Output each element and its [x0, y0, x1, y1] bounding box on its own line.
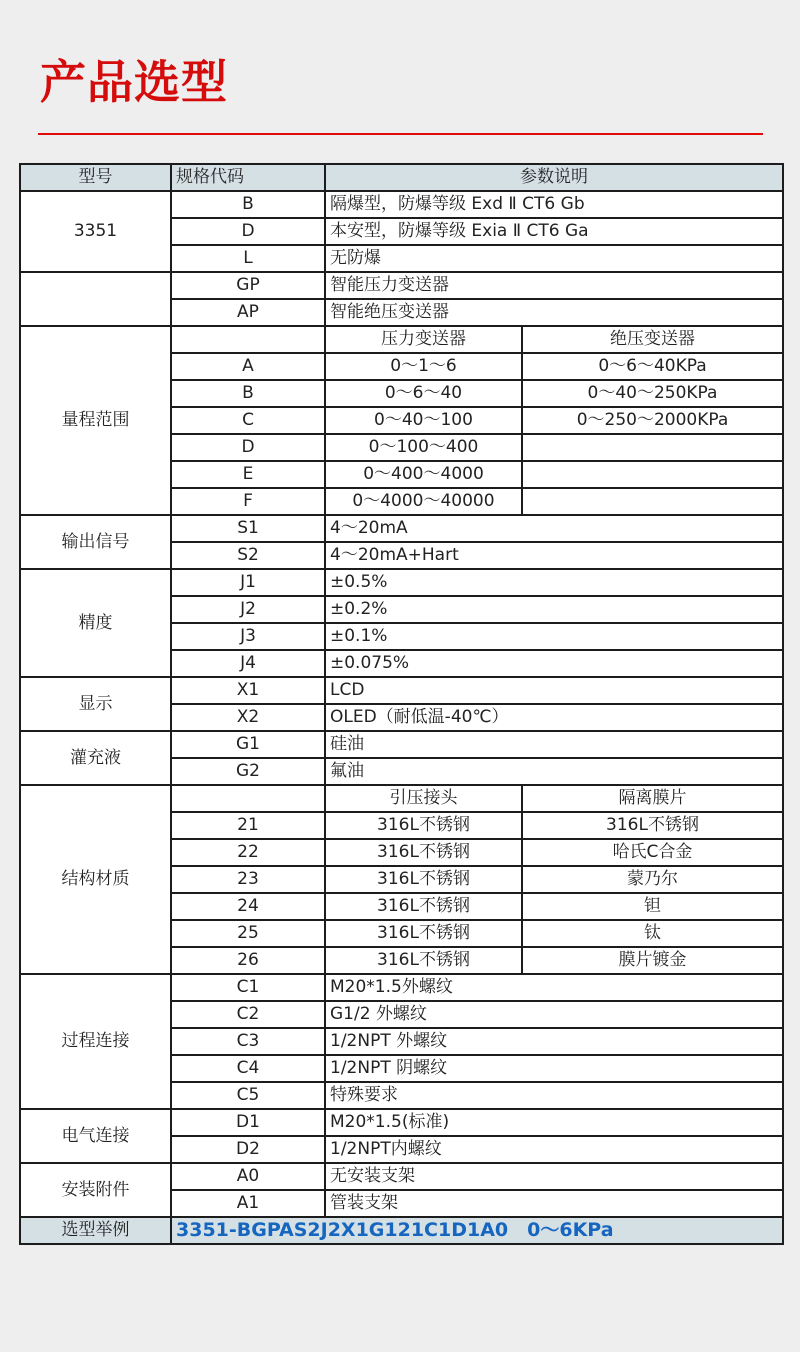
table-row: [20, 974, 783, 1001]
header-desc: 参数说明: [325, 164, 783, 191]
example-label: 选型举例: [20, 1217, 171, 1244]
code-cell: G2: [171, 758, 325, 785]
code-cell: X2: [171, 704, 325, 731]
desc-cell: OLED（耐低温-40℃）: [325, 704, 783, 731]
group-label: [20, 272, 171, 326]
code-cell: A1: [171, 1190, 325, 1217]
subheader-cell: 绝压变送器: [522, 326, 783, 353]
desc-cell: 智能绝压变送器: [325, 299, 783, 326]
group-label: 电气连接: [20, 1109, 171, 1163]
value-cell: 316L不锈钢: [325, 839, 522, 866]
code-cell: 24: [171, 893, 325, 920]
desc-cell: G1/2 外螺纹: [325, 1001, 783, 1028]
code-cell: C2: [171, 1001, 325, 1028]
value-cell: 0～1～6: [325, 353, 522, 380]
value-cell: 膜片镀金: [522, 947, 783, 974]
code-cell: A: [171, 353, 325, 380]
desc-cell: 1/2NPT内螺纹: [325, 1136, 783, 1163]
desc-cell: 管装支架: [325, 1190, 783, 1217]
value-cell: 0～40～250KPa: [522, 380, 783, 407]
value-cell: 0～4000～40000: [325, 488, 522, 515]
header-model: 型号: [20, 164, 171, 191]
group-label: 显示: [20, 677, 171, 731]
code-cell: C3: [171, 1028, 325, 1055]
code-cell: B: [171, 191, 325, 218]
table-row: [20, 785, 783, 812]
value-cell: 316L不锈钢: [325, 947, 522, 974]
desc-cell: ±0.075%: [325, 650, 783, 677]
code-cell: J2: [171, 596, 325, 623]
table-row: [20, 1163, 783, 1190]
code-cell: 21: [171, 812, 325, 839]
code-cell: D1: [171, 1109, 325, 1136]
code-cell: C1: [171, 974, 325, 1001]
desc-cell: 隔爆型，防爆等级 Exd Ⅱ CT6 Gb: [325, 191, 783, 218]
table-row: [20, 1109, 783, 1136]
group-label: 灌充液: [20, 731, 171, 785]
value-cell: 0～400～4000: [325, 461, 522, 488]
value-cell: 316L不锈钢: [325, 812, 522, 839]
code-cell: S2: [171, 542, 325, 569]
desc-cell: ±0.5%: [325, 569, 783, 596]
value-cell: 0～40～100: [325, 407, 522, 434]
value-cell: 哈氏C合金: [522, 839, 783, 866]
code-cell: 23: [171, 866, 325, 893]
group-label: 过程连接: [20, 974, 171, 1109]
value-cell: 钛: [522, 920, 783, 947]
desc-cell: ±0.2%: [325, 596, 783, 623]
code-cell: A0: [171, 1163, 325, 1190]
desc-cell: 无防爆: [325, 245, 783, 272]
example-row: [20, 1217, 783, 1244]
table-row: [20, 731, 783, 758]
subheader-cell: 引压接头: [325, 785, 522, 812]
desc-cell: 无安装支架: [325, 1163, 783, 1190]
table-row: [20, 191, 783, 218]
code-cell: 22: [171, 839, 325, 866]
table-row: [20, 677, 783, 704]
code-cell: [171, 326, 325, 353]
code-cell: C5: [171, 1082, 325, 1109]
code-cell: 25: [171, 920, 325, 947]
code-cell: C4: [171, 1055, 325, 1082]
code-cell: D: [171, 218, 325, 245]
code-cell: E: [171, 461, 325, 488]
table-row: [20, 272, 783, 299]
group-label: 安装附件: [20, 1163, 171, 1217]
value-cell: 316L不锈钢: [325, 866, 522, 893]
code-cell: S1: [171, 515, 325, 542]
code-cell: 26: [171, 947, 325, 974]
value-cell: 316L不锈钢: [522, 812, 783, 839]
group-label: 输出信号: [20, 515, 171, 569]
code-cell: C: [171, 407, 325, 434]
desc-cell: 氟油: [325, 758, 783, 785]
page-title: 产品选型: [40, 55, 228, 109]
table-row: [20, 326, 783, 353]
value-cell: 0～100～400: [325, 434, 522, 461]
value-cell: 蒙乃尔: [522, 866, 783, 893]
code-cell: D: [171, 434, 325, 461]
desc-cell: 特殊要求: [325, 1082, 783, 1109]
value-cell: 0～250～2000KPa: [522, 407, 783, 434]
header-code: 规格代码: [171, 164, 325, 191]
subheader-cell: 压力变送器: [325, 326, 522, 353]
value-cell: [522, 488, 783, 515]
desc-cell: ±0.1%: [325, 623, 783, 650]
group-label: 精度: [20, 569, 171, 677]
code-cell: GP: [171, 272, 325, 299]
group-label: 结构材质: [20, 785, 171, 974]
value-cell: 316L不锈钢: [325, 893, 522, 920]
selection-table: [19, 163, 784, 1245]
group-label: 量程范围: [20, 326, 171, 515]
table-header: [20, 164, 783, 191]
value-cell: 0～6～40: [325, 380, 522, 407]
code-cell: X1: [171, 677, 325, 704]
code-cell: G1: [171, 731, 325, 758]
code-cell: [171, 785, 325, 812]
desc-cell: 本安型，防爆等级 Exia Ⅱ CT6 Ga: [325, 218, 783, 245]
value-cell: [522, 461, 783, 488]
example-value: 3351-BGPAS2J2X1G121C1D1A0 0～6KPa: [171, 1217, 783, 1244]
code-cell: J1: [171, 569, 325, 596]
subheader-cell: 隔离膜片: [522, 785, 783, 812]
desc-cell: M20*1.5(标准): [325, 1109, 783, 1136]
desc-cell: 4～20mA+Hart: [325, 542, 783, 569]
desc-cell: 硅油: [325, 731, 783, 758]
group-label: 3351: [20, 191, 171, 272]
code-cell: B: [171, 380, 325, 407]
desc-cell: 4～20mA: [325, 515, 783, 542]
code-cell: L: [171, 245, 325, 272]
desc-cell: 1/2NPT 外螺纹: [325, 1028, 783, 1055]
value-cell: 0～6～40KPa: [522, 353, 783, 380]
desc-cell: 智能压力变送器: [325, 272, 783, 299]
code-cell: F: [171, 488, 325, 515]
title-divider: [38, 133, 763, 135]
desc-cell: LCD: [325, 677, 783, 704]
code-cell: D2: [171, 1136, 325, 1163]
code-cell: J4: [171, 650, 325, 677]
table-row: [20, 569, 783, 596]
desc-cell: M20*1.5外螺纹: [325, 974, 783, 1001]
desc-cell: 1/2NPT 阴螺纹: [325, 1055, 783, 1082]
code-cell: AP: [171, 299, 325, 326]
value-cell: [522, 434, 783, 461]
table-row: [20, 515, 783, 542]
value-cell: 钽: [522, 893, 783, 920]
value-cell: 316L不锈钢: [325, 920, 522, 947]
code-cell: J3: [171, 623, 325, 650]
